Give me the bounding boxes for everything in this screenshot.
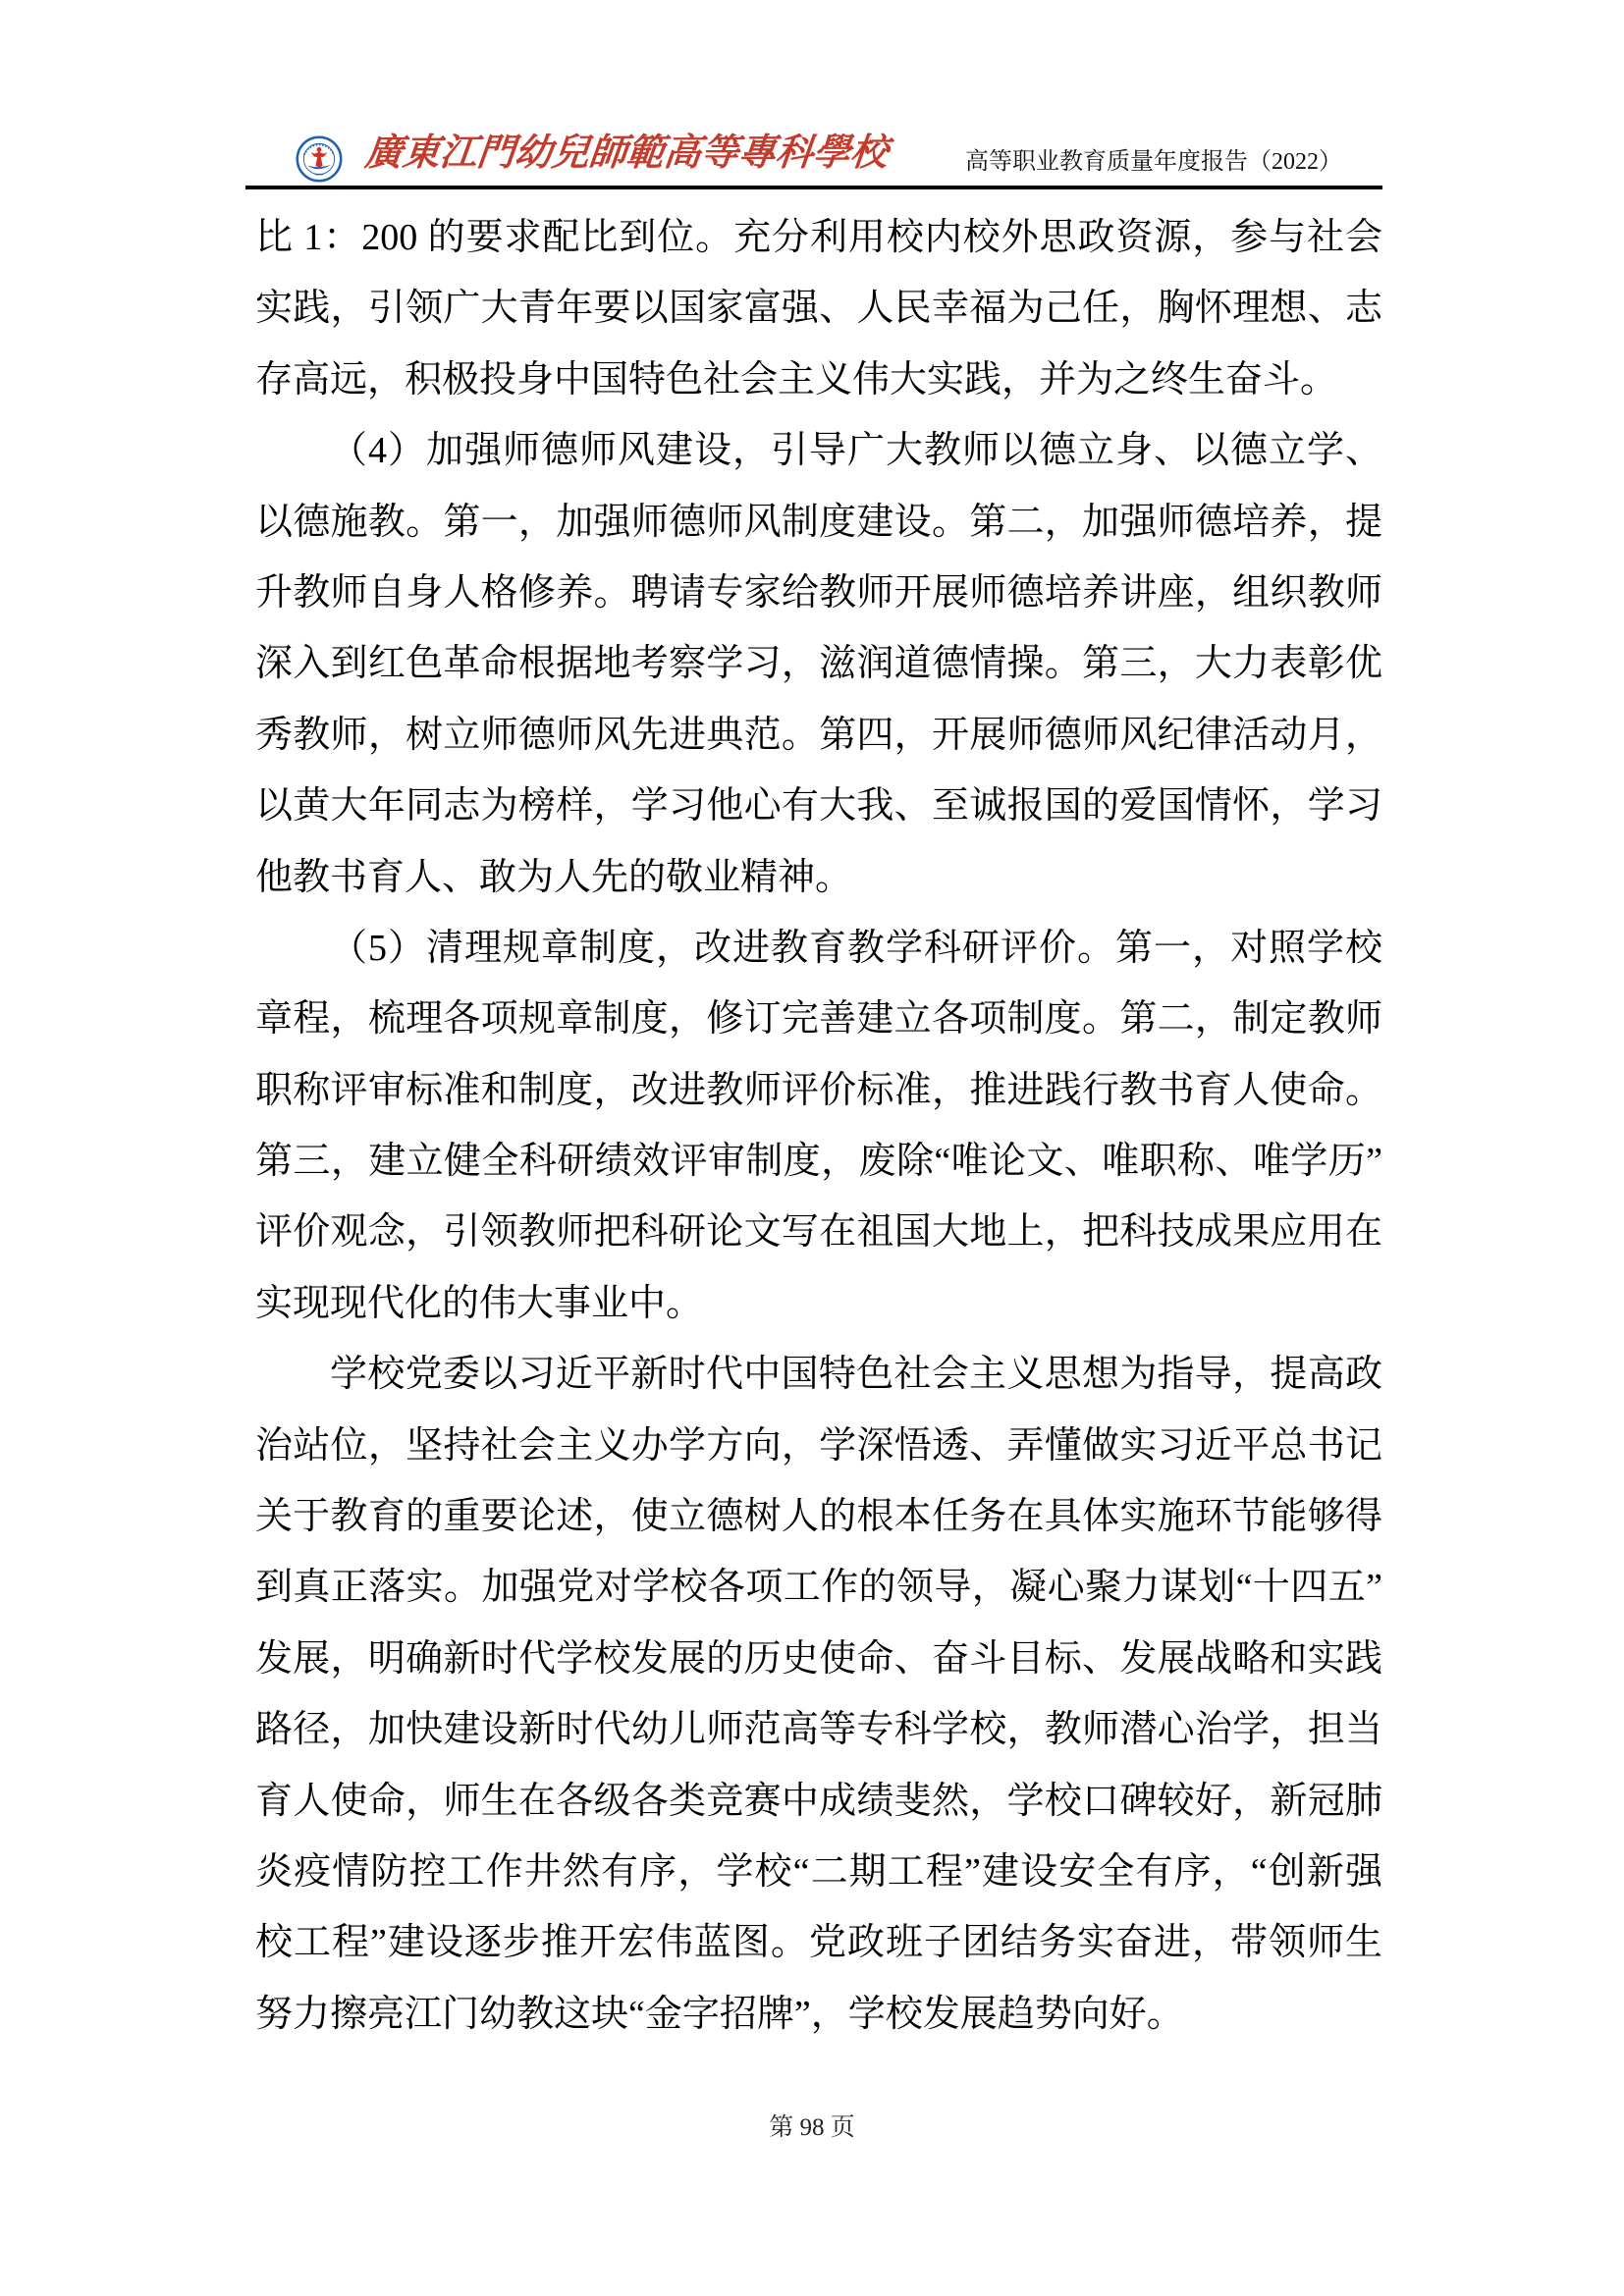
- body-text-line: 关于教育的重要论述，使立德树人的根本任务在具体实施环节能够得: [255, 1496, 1382, 1538]
- body-text-line: 深入到红色革命根据地考察学习，滋润道德情操。第三，大力表彰优: [255, 643, 1382, 685]
- body-text-line: 他教书育人、敢为人先的敬业精神。: [255, 856, 853, 898]
- body-text-line: 治站位，坚持社会主义办学方向，学深悟透、弄懂做实习近平总书记: [255, 1424, 1382, 1467]
- body-text-line: 以德施教。第一，加强师德师风制度建设。第二，加强师德培养，提: [255, 501, 1382, 543]
- body-text-line: 发展，明确新时代学校发展的历史使命、奋斗目标、发展战略和实践: [255, 1637, 1382, 1680]
- body-text-line: 实践，引领广大青年要以国家富强、人民幸福为己任，胸怀理想、志: [255, 288, 1382, 330]
- body-text-line: 升教师自身人格修养。聘请专家给教师开展师德培养讲座，组织教师: [255, 571, 1382, 614]
- body-text-line: 比 1：200 的要求配比到位。充分利用校内校外思政资源，参与社会: [255, 217, 1382, 258]
- body-text-line: 校工程”建设逐步推开宏伟蓝图。党政班子团结务实奋进，带领师生: [255, 1922, 1382, 1964]
- body-text-line: 到真正落实。加强党对学校各项工作的领导，凝心聚力谋划“十四五”: [255, 1567, 1382, 1609]
- body-text-line: 育人使命，师生在各级各类竞赛中成绩斐然，学校口碑较好，新冠肺: [255, 1780, 1382, 1822]
- body-text-line: （5）清理规章制度，改进教育教学科研评价。第一，对照学校: [330, 927, 1382, 969]
- body-text-line: 实现现代化的伟大事业中。: [255, 1282, 704, 1324]
- school-name-calligraphy: 廣東江門幼兒師範高等專科學校: [362, 133, 891, 174]
- body-text-line: 第三，建立健全科研绩效评审制度，废除“唯论文、唯职称、唯学历”: [255, 1141, 1382, 1183]
- school-logo-icon: [296, 135, 343, 183]
- page-number: 第 98 页: [769, 2114, 855, 2141]
- body-text-line: 努力擦亮江门幼教这块“金字招牌”，学校发展趋势向好。: [255, 1993, 1184, 2035]
- body-text-line: 评价观念，引领教师把科研论文写在祖国大地上，把科技成果应用在: [255, 1211, 1382, 1254]
- body-text-line: 学校党委以习近平新时代中国特色社会主义思想为指导，提高政: [330, 1354, 1382, 1396]
- report-title: 高等职业教育质量年度报告（2022）: [965, 149, 1342, 175]
- header-divider: [245, 186, 1382, 189]
- body-text-line: 存高远，积极投身中国特色社会主义伟大实践，并为之终生奋斗。: [255, 358, 1338, 400]
- body-text-line: 秀教师，树立师德师风先进典范。第四，开展师德师风纪律活动月，: [255, 714, 1382, 756]
- body-text: [255, 202, 1382, 2050]
- body-text-line: 以黄大年同志为榜样，学习他心有大我、至诚报国的爱国情怀，学习: [255, 785, 1382, 828]
- body-text-line: 炎疫情防控工作井然有序，学校“二期工程”建设安全有序，“创新强: [255, 1850, 1382, 1893]
- body-text-line: 职称评审标准和制度，改进教师评价标准，推进践行教书育人使命。: [255, 1069, 1382, 1111]
- page-header: [0, 0, 1624, 196]
- body-text-line: 章程，梳理各项规章制度，修订完善建立各项制度。第二，制定教师: [255, 998, 1382, 1041]
- body-text-line: （4）加强师德师风建设，引导广大教师以德立身、以德立学、: [330, 430, 1382, 472]
- body-text-line: 路径，加快建设新时代幼儿师范高等专科学校，教师潜心治学，担当: [255, 1709, 1382, 1751]
